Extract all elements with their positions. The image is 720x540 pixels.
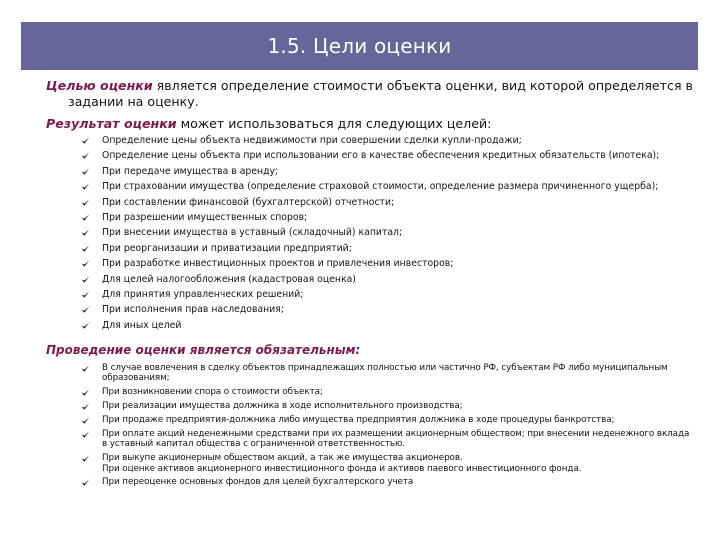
list-item: При реализации имущества должника в ходе исполнительного производства; [81,401,696,412]
check-icon [81,321,90,330]
list-item: Для принятия управленческих решений; [81,289,696,300]
mandatory-heading: Проведение оценки является обязательным: [46,342,361,357]
uses-list [46,135,696,331]
list-item: При оплате акций неденежными средствами при их размещении акционерным обществом; при внесении неденежного вклада в уставный капитал общества с ограниченной ответственностью. [81,429,696,450]
check-icon [81,454,90,463]
list-item: При переоценке основных фондов для целей бухгалтерского учета [81,477,696,488]
check-icon [81,364,90,373]
goal-text: является определение стоимости объекта оценки, вид которой определяется в задании на оценку. [68,78,693,109]
list-item: При передаче имущества в аренду; [81,166,696,177]
list-item: При составлении финансовой (бухгалтерской) отчетности; [81,197,696,208]
result-paragraph [46,116,696,132]
list-item: Для целей налогообложения (кадастровая оценка) [81,274,696,285]
list-item: При страховании имущества (определение страховой стоимости, определение размера причиненного ущерба); [81,181,696,192]
check-icon [81,198,90,207]
check-icon [81,136,90,145]
list-item: При исполнения прав наследования; [81,304,696,315]
check-icon [81,290,90,299]
item-line: При выкупе акционерным обществом акций, а так же имущества акционеров. [102,452,463,463]
goal-term: Целью оценки [46,78,153,93]
title-bar [21,22,698,70]
list-item: При продаже предприятия-должника либо имущества предприятия должника в ходе процедуры банкротства; [81,415,696,426]
goal-paragraph [46,78,696,110]
result-term: Результат оценки [46,116,177,131]
check-icon [81,244,90,253]
check-icon [81,213,90,222]
check-icon [81,430,90,439]
list-item: Для иных целей [81,320,696,331]
check-icon [81,182,90,191]
result-text: может использоваться для следующих целей: [176,116,492,131]
check-icon [81,305,90,314]
check-icon [81,228,90,237]
check-icon [81,275,90,284]
page-title: 1.5. Цели оценки [267,34,452,58]
list-item: В случае вовлечения в сделку объектов принадлежащих полностью или частично РФ, субъектам РФ либо муниципальным образованиям; [81,363,696,384]
check-icon [81,151,90,160]
mandatory-list [46,363,696,488]
item-line: При оценке активов акционерного инвестиционного фонда и активов паевого инвестиционного фонда. [102,463,582,474]
check-icon [81,402,90,411]
list-item: При возникновении спора о стоимости объекта; [81,387,696,398]
list-item: При разрешении имущественных споров; [81,212,696,223]
list-item: Определение цены объекта недвижимости при совершении сделки купли-продажи; [81,135,696,146]
check-icon [81,416,90,425]
list-item: При реорганизации и приватизации предприятий; [81,243,696,254]
check-icon [81,388,90,397]
list-item [81,453,696,474]
slide-content [46,78,696,491]
check-icon [81,259,90,268]
check-icon [81,478,90,487]
check-icon [81,167,90,176]
list-item: Определение цены объекта при использовании его в качестве обеспечения кредитных обязательств (ипотека); [81,150,696,161]
list-item: При внесении имущества в уставный (складочный) капитал; [81,227,696,238]
list-item: При разработке инвестиционных проектов и привлечения инвесторов; [81,258,696,269]
